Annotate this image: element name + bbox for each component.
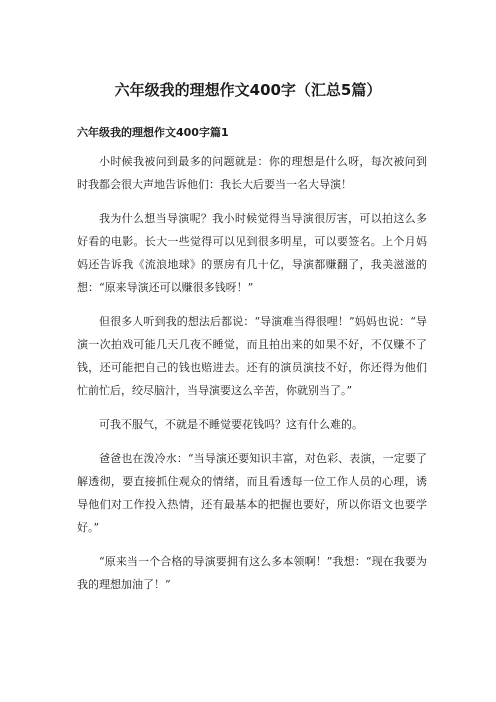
paragraph-2: 我为什么想当导演呢？我小时候觉得当导演很厉害，可以拍这么多好看的电影。长大一些觉得可以见到很多明星，可以要签名。上个月妈妈还告诉我《流浪地球》的票房有几十亿，导演都赚翻了，我美滋滋的想：“原来导演还可以赚很多钱呀！” (77, 212, 427, 294)
section-heading: 六年级我的理想作文400字篇1 (77, 126, 229, 139)
article-body (77, 150, 427, 607)
paragraph-6: “原来当一个合格的导演要拥有这么多本领啊！”我想：“现在我要为我的理想加油了！” (77, 555, 427, 591)
paragraph-1: 小时候我被问到最多的问题就是：你的理想是什么呀，每次被问到时我都会很大声地告诉他们：我长大后要当一名大导演！ (77, 155, 427, 191)
paragraph-4: 可我不服气，不就是不睡觉要花钱吗？这有什么难的。 (99, 418, 363, 431)
paragraph-5: 爸爸也在泼冷水：“当导演还要知识丰富，对色彩、表演，一定要了解透彻，要直接抓住观众的情绪，而且看透每一位工作人员的心理，诱导他们对工作投入热情，还有最基本的把握也要好，所以你语文也要学好。” (77, 452, 427, 534)
page-title: 六年级我的理想作文400字（汇总5篇） (114, 81, 382, 99)
paragraph-3: 但很多人听到我的想法后都说：“导演难当得很哩！”妈妈也说：“导演一次拍戏可能几天几夜不睡觉，而且拍出来的如果不好，不仅赚不了钱，还可能把自己的钱也赔进去。还有的演员演技不好，你还得为他们忙前忙后，绞尽脑汁，当导演要这么辛苦，你就别当了。” (77, 315, 427, 397)
